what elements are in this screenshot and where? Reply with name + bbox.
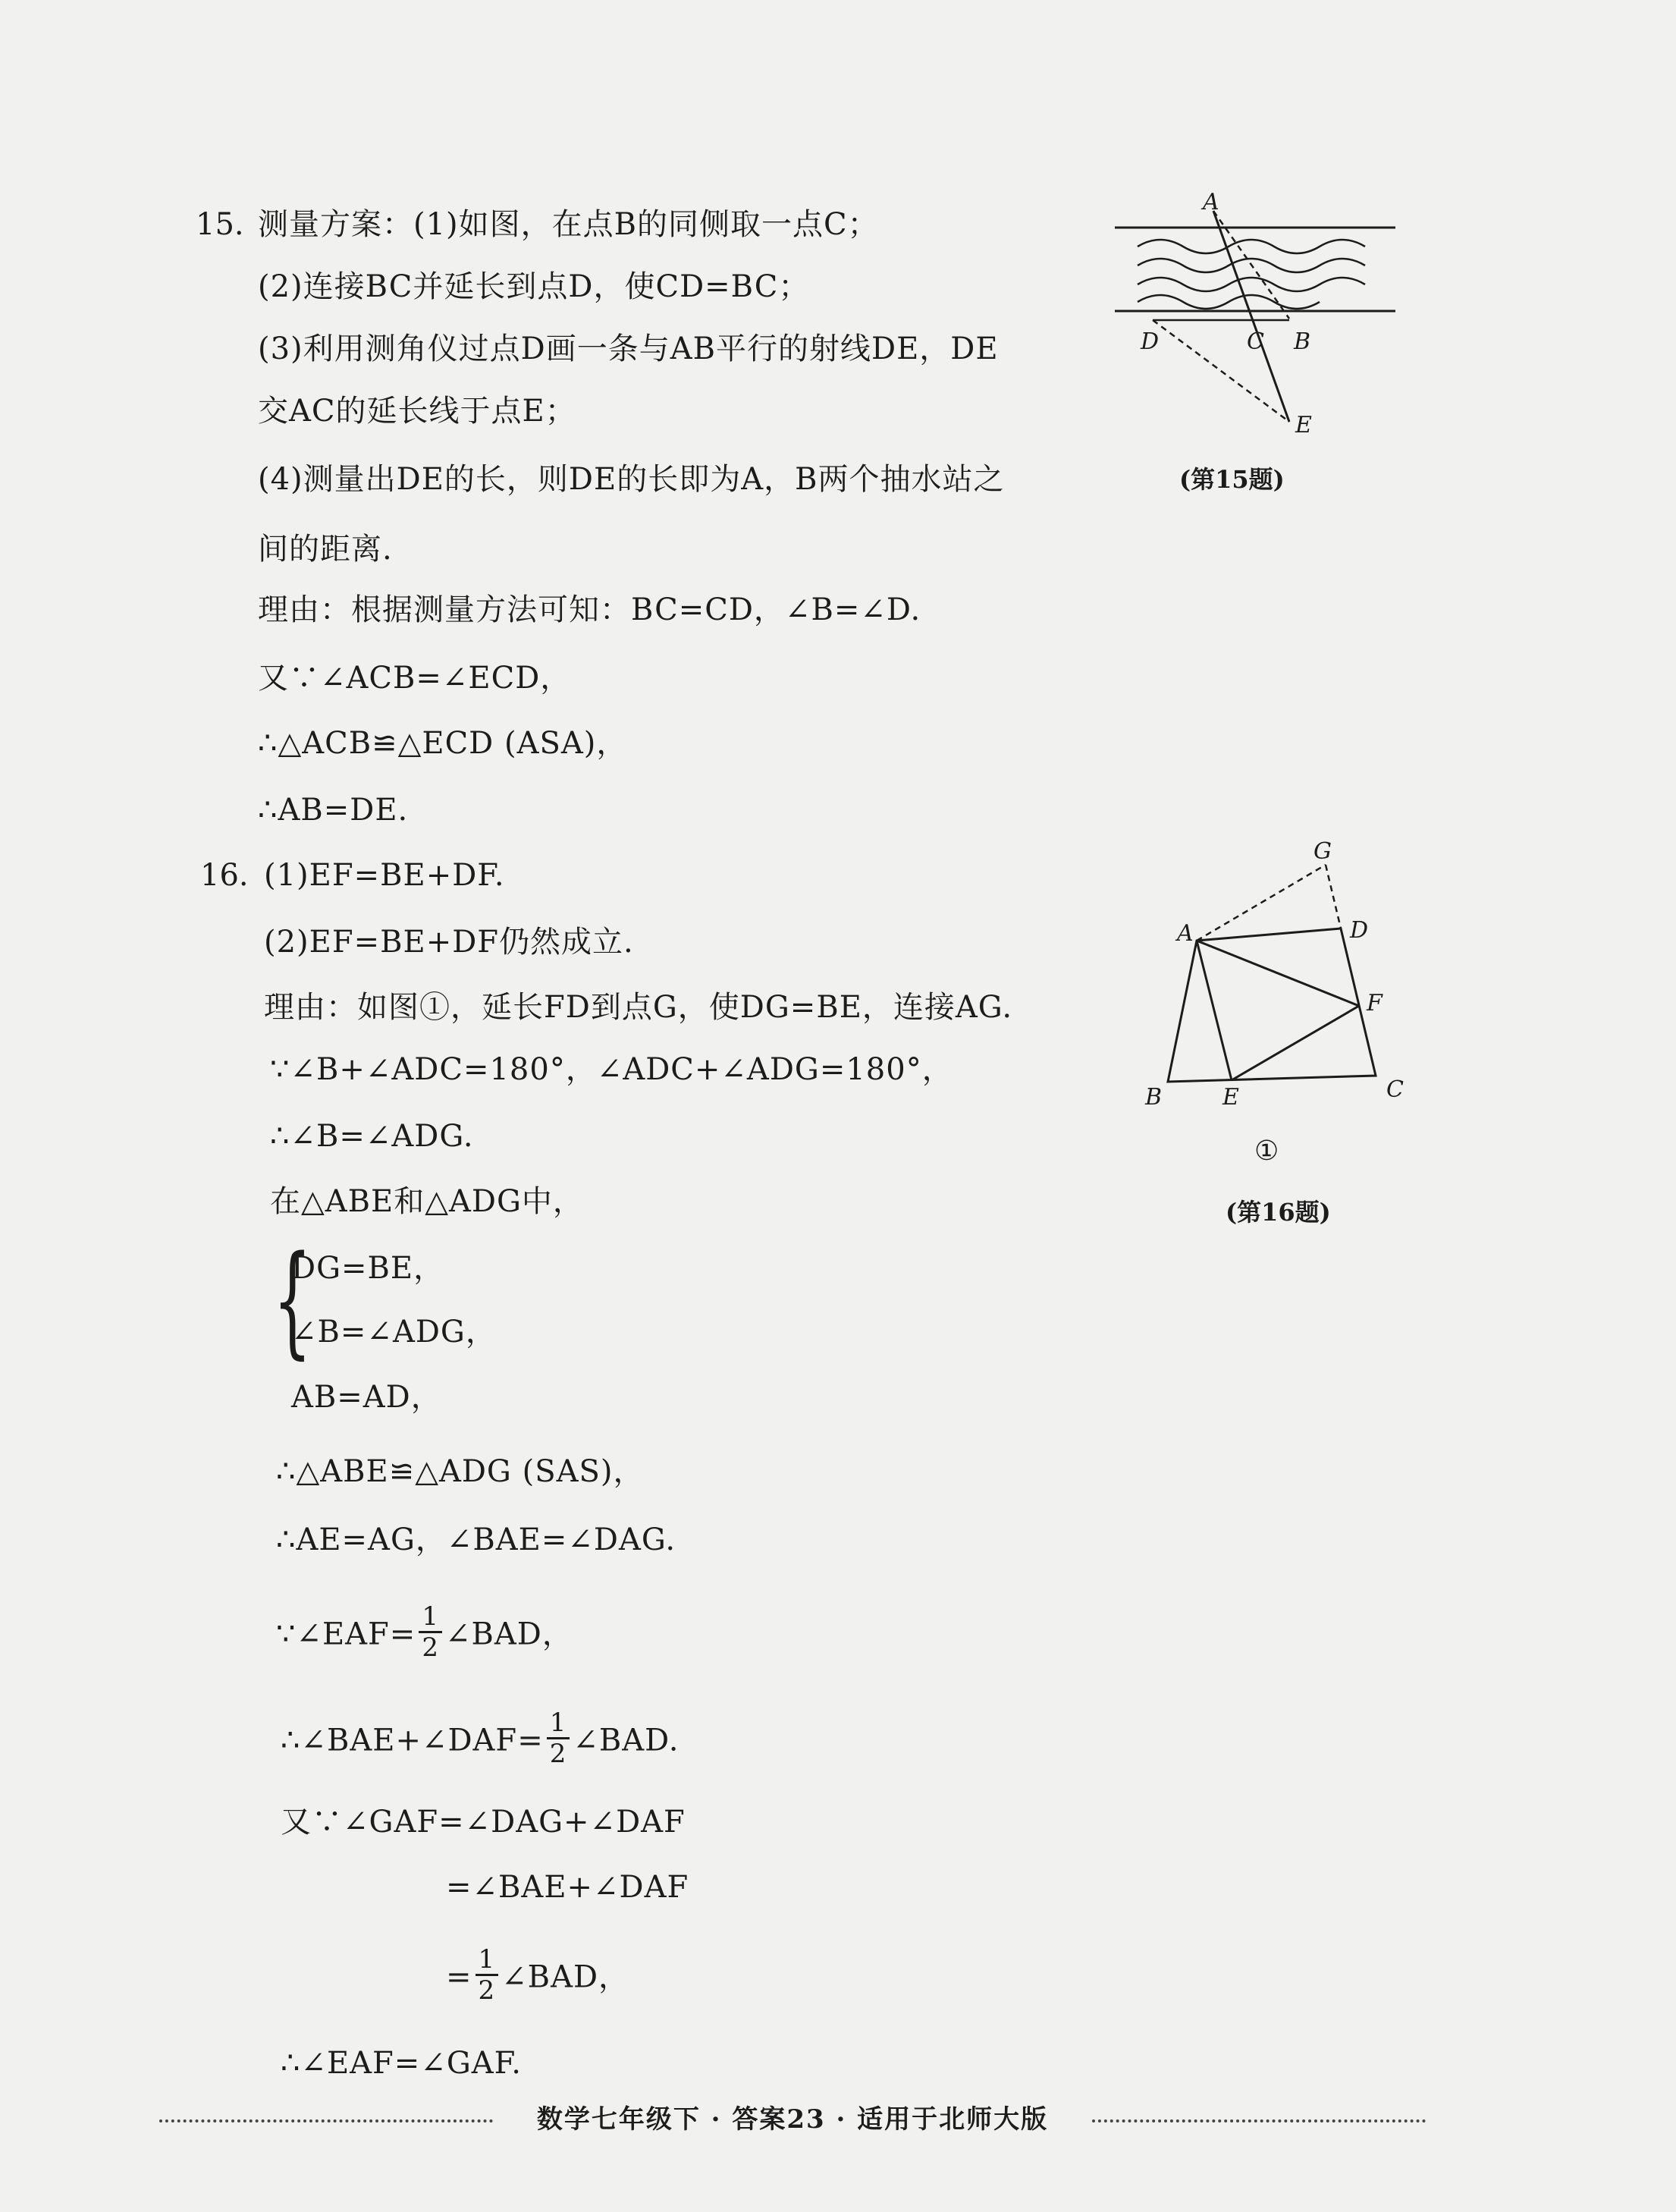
fraction-numerator: 1 — [547, 1708, 570, 1739]
q16-line-1: (1)EF=BE+DF. — [264, 858, 505, 893]
q16-conclusion: ∴∠EAF=∠GAF. — [281, 2046, 522, 2081]
footer-text: 数学七年级下 · 答案23 · 适用于北师大版 — [536, 2104, 1049, 2135]
fraction-denominator: 2 — [549, 1739, 567, 1769]
q15-line-10: ∴AB=DE. — [258, 793, 409, 828]
q15-line-1: 测量方案：(1)如图，在点B的同侧取一点C； — [258, 207, 879, 242]
q16-line-7: ∴△ABE≌△ADG (SAS)， — [276, 1454, 645, 1489]
q15-figure — [1107, 190, 1411, 448]
q16-half-line-1 — [276, 1601, 573, 1667]
q16-half-line-2 — [281, 1708, 680, 1773]
q16-label-A: A — [1177, 920, 1194, 947]
q15-label-D: D — [1141, 328, 1160, 355]
fraction-one-half — [475, 1945, 499, 2005]
half-2-pre: ∴∠BAE+∠DAF= — [281, 1723, 544, 1758]
q15-line-4: 交AC的延长线于点E； — [258, 394, 576, 429]
q15-reason: 理由：根据测量方法可知：BC=CD，∠B=∠D. — [258, 592, 921, 627]
fraction-one-half — [419, 1602, 442, 1662]
q16-number: 16. — [200, 858, 249, 893]
q15-label-C: C — [1247, 328, 1264, 355]
system-eq-1: DG=BE， — [291, 1251, 445, 1286]
chain-line-1: 又∵∠GAF=∠DAG+∠DAF — [281, 1805, 686, 1840]
fraction-one-half — [547, 1708, 570, 1768]
q15-line-9: ∴△ACB≌△ECD (ASA)， — [258, 726, 628, 761]
q15-line-6: 间的距离. — [258, 532, 393, 567]
q15-line-5: (4)测量出DE的长，则DE的长即为A，B两个抽水站之 — [258, 462, 1005, 497]
q16-label-G: G — [1313, 838, 1332, 865]
q16-line-5: ∴∠B=∠ADG. — [270, 1119, 474, 1154]
q15-label-B: B — [1294, 328, 1311, 355]
chain-line-3 — [446, 1944, 630, 2009]
footer-dots-left — [159, 2119, 493, 2122]
q16-figure-marker: ① — [1254, 1136, 1279, 1167]
half-1-pre: ∵∠EAF= — [276, 1617, 416, 1652]
q15-figure-caption: (第15题) — [1179, 465, 1285, 494]
half-2-post: ∠BAD. — [573, 1723, 680, 1758]
q16-label-F: F — [1367, 990, 1383, 1016]
q15-line-8: 又∵∠ACB=∠ECD， — [258, 661, 572, 696]
chain-line-2: =∠BAE+∠DAF — [446, 1870, 689, 1905]
fraction-denominator: 2 — [478, 1975, 496, 2006]
q15-label-E: E — [1295, 412, 1312, 438]
q16-line-3: 理由：如图①，延长FD到点G，使DG=BE，连接AG. — [264, 990, 1013, 1025]
page-footer — [159, 2097, 1426, 2142]
q15-line-3: (3)利用测角仪过点D画一条与AB平行的射线DE，DE — [258, 331, 999, 366]
q15-line-2: (2)连接BC并延长到点D，使CD=BC； — [258, 269, 810, 304]
chain-3-post: ∠BAD， — [501, 1959, 630, 1995]
system-eq-2: ∠B=∠ADG， — [291, 1315, 497, 1350]
q16-line-8: ∴AE=AG，∠BAE=∠DAG. — [276, 1522, 676, 1557]
q16-line-4: ∵∠B+∠ADC=180°，∠ADC+∠ADG=180°， — [270, 1052, 953, 1087]
q16-figure — [1138, 834, 1426, 1123]
half-1-post: ∠BAD， — [444, 1617, 573, 1652]
q16-line-2: (2)EF=BE+DF仍然成立. — [264, 925, 634, 960]
fraction-numerator: 1 — [475, 1945, 499, 1976]
q16-label-D: D — [1350, 917, 1369, 944]
q15-number: 15. — [196, 207, 244, 242]
q16-label-E: E — [1222, 1084, 1239, 1111]
system-eq-3: AB=AD， — [291, 1380, 442, 1415]
q16-figure-caption: (第16题) — [1226, 1198, 1331, 1227]
system-brace: { — [273, 1229, 312, 1371]
footer-dots-right — [1092, 2119, 1426, 2122]
fraction-numerator: 1 — [419, 1602, 442, 1633]
q15-label-A: A — [1203, 190, 1219, 215]
q16-line-6: 在△ABE和△ADG中， — [270, 1184, 584, 1219]
q16-label-C: C — [1386, 1076, 1404, 1103]
q16-label-B: B — [1145, 1084, 1163, 1111]
chain-3-pre: = — [446, 1959, 472, 1995]
fraction-denominator: 2 — [422, 1632, 439, 1663]
